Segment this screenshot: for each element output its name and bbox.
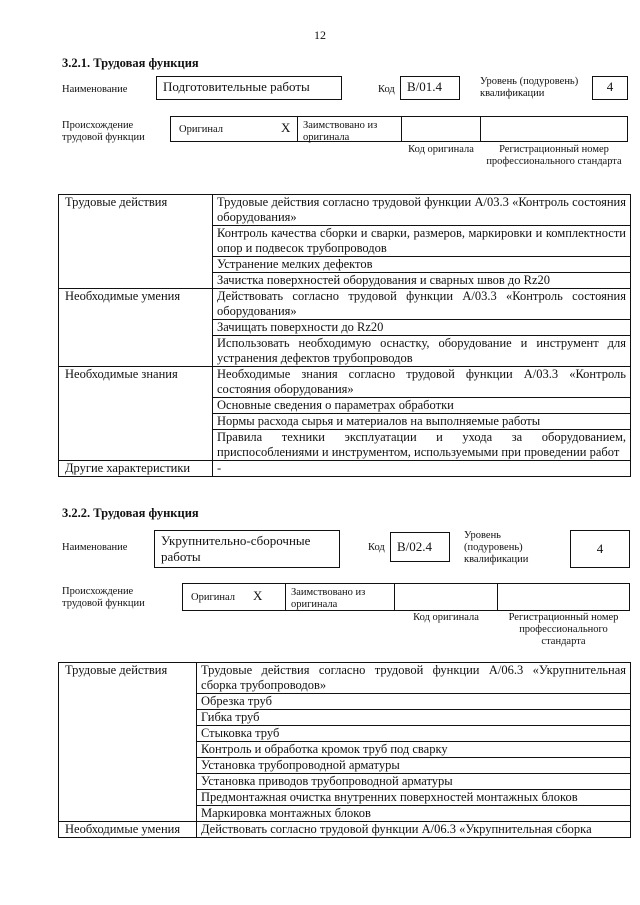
group-label: Трудовые действия bbox=[59, 195, 213, 289]
code-original-label: Код оригинала bbox=[413, 612, 479, 623]
code-original-cell bbox=[394, 583, 498, 611]
table-cell: Гибка труб bbox=[197, 710, 631, 726]
table-cell: Трудовые действия согласно трудовой функции А/06.3 «Укрупнительная сборка трубопроводов» bbox=[197, 663, 631, 694]
table-cell: Установка приводов трубопроводной арматуры bbox=[197, 774, 631, 790]
original-cell bbox=[182, 583, 286, 611]
table-cell: - bbox=[213, 461, 631, 477]
group-label: Необходимые умения bbox=[59, 822, 197, 838]
table-cell: Стыковка труб bbox=[197, 726, 631, 742]
function-table-1 bbox=[58, 194, 631, 477]
table-cell: Зачистка поверхностей оборудования и сварных швов до Rz20 bbox=[213, 273, 631, 289]
table-cell: Правила техники эксплуатации и ухода за оборудованием, приспособлениями и инструментом, используемыми при проведении работ bbox=[213, 430, 631, 461]
borrowed-cell bbox=[285, 583, 395, 611]
reg-number-label: Регистрационный номер профессионального стандарта bbox=[508, 612, 619, 647]
name-value: Подготовительные работы bbox=[156, 76, 342, 100]
function-table-2 bbox=[58, 662, 631, 838]
origin-label: Происхождение трудовой функции bbox=[62, 586, 145, 609]
reg-number-cell bbox=[480, 116, 628, 142]
table-cell: Обрезка труб bbox=[197, 694, 631, 710]
code-value: В/01.4 bbox=[400, 76, 460, 100]
group-label: Необходимые знания bbox=[59, 367, 213, 461]
table-cell: Маркировка монтажных блоков bbox=[197, 806, 631, 822]
original-label: Оригинал bbox=[191, 592, 235, 603]
code-label: Код bbox=[378, 84, 395, 95]
table-cell: Трудовые действия согласно трудовой функции А/03.3 «Контроль состояния оборудования» bbox=[213, 195, 631, 226]
page-number: 12 bbox=[314, 28, 326, 42]
borrowed-cell bbox=[297, 116, 402, 142]
table-cell: Использовать необходимую оснастку, оборудование и инструмент для устранения дефектов трубопроводов bbox=[213, 336, 631, 367]
level-label: Уровень (подуровень) квалификации bbox=[464, 530, 529, 565]
group-label: Трудовые действия bbox=[59, 663, 197, 822]
table-cell: Нормы расхода сырья и материалов на выполняемые работы bbox=[213, 414, 631, 430]
original-label: Оригинал bbox=[179, 124, 223, 135]
reg-number-label: Регистрационный номер профессионального стандарта bbox=[486, 144, 622, 167]
table-cell: Установка трубопроводной арматуры bbox=[197, 758, 631, 774]
origin-label: Происхождение трудовой функции bbox=[62, 120, 145, 143]
reg-number-cell bbox=[497, 583, 630, 611]
table-cell: Основные сведения о параметрах обработки bbox=[213, 398, 631, 414]
group-label: Необходимые умения bbox=[59, 289, 213, 367]
level-label: Уровень (подуровень) квалификации bbox=[480, 76, 579, 99]
code-value: В/02.4 bbox=[390, 532, 450, 562]
level-value: 4 bbox=[592, 76, 628, 100]
section-title: 3.2.1. Трудовая функция bbox=[62, 56, 199, 70]
table-cell: Контроль и обработка кромок труб под сварку bbox=[197, 742, 631, 758]
group-label: Другие характеристики bbox=[59, 461, 213, 477]
table-cell: Необходимые знания согласно трудовой функции А/03.3 «Контроль состояния оборудования» bbox=[213, 367, 631, 398]
table-cell: Действовать согласно трудовой функции А/03.3 «Контроль состояния оборудования» bbox=[213, 289, 631, 320]
original-mark: X bbox=[281, 120, 291, 135]
level-value: 4 bbox=[570, 530, 630, 568]
code-original-cell bbox=[401, 116, 481, 142]
code-label: Код bbox=[368, 542, 385, 553]
name-label: Наименование bbox=[62, 542, 128, 553]
original-cell bbox=[170, 116, 298, 142]
table-cell: Устранение мелких дефектов bbox=[213, 257, 631, 273]
table-cell: Действовать согласно трудовой функции А/06.3 «Укрупнительная сборка bbox=[197, 822, 631, 838]
borrowed-label: Заимствовано из оригинала bbox=[291, 587, 366, 610]
table-cell: Зачищать поверхности до Rz20 bbox=[213, 320, 631, 336]
section-title: 3.2.2. Трудовая функция bbox=[62, 506, 199, 520]
name-label: Наименование bbox=[62, 84, 128, 95]
code-original-label: Код оригинала bbox=[408, 144, 474, 155]
table-cell: Контроль качества сборки и сварки, размеров, маркировки и комплектности опор и подвесок трубопроводов bbox=[213, 226, 631, 257]
borrowed-label: Заимствовано из оригинала bbox=[303, 120, 378, 143]
name-value: Укрупнительно-сборочные работы bbox=[154, 530, 340, 568]
original-mark: X bbox=[253, 588, 263, 603]
table-cell: Предмонтажная очистка внутренних поверхностей монтажных блоков bbox=[197, 790, 631, 806]
